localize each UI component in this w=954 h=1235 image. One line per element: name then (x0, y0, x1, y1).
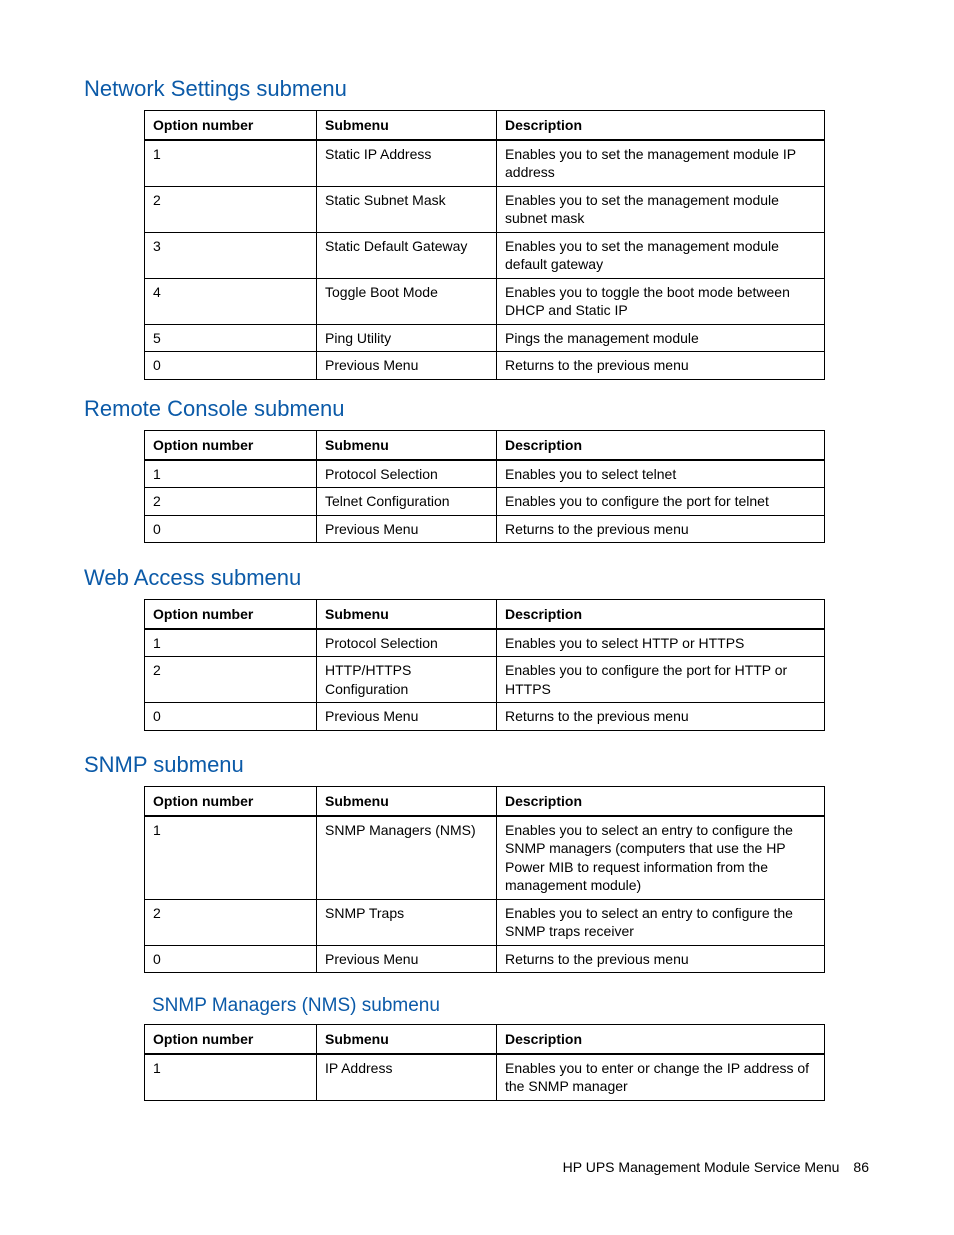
table-row (145, 899, 825, 945)
column-header-submenu: Submenu (317, 600, 497, 629)
option-number: 0 (145, 352, 317, 380)
table-row (145, 140, 825, 187)
description: Enables you to configure the port for HTTP or HTTPS (497, 657, 825, 703)
column-header-submenu: Submenu (317, 431, 497, 460)
option-number: 2 (145, 488, 317, 516)
option-number: 2 (145, 899, 317, 945)
section-title: Remote Console submenu (84, 396, 345, 421)
table-row (145, 657, 825, 703)
description: Returns to the previous menu (497, 703, 825, 731)
submenu-name: Static IP Address (317, 140, 497, 187)
table-row (145, 232, 825, 278)
description: Enables you to select HTTP or HTTPS (497, 629, 825, 657)
submenu-name: HTTP/HTTPS Configuration (317, 657, 497, 703)
submenu-name: Static Default Gateway (317, 232, 497, 278)
column-header-description: Description (497, 600, 825, 629)
description: Enables you to configure the port for telnet (497, 488, 825, 516)
footer-doc-title: HP UPS Management Module Service Menu (562, 1159, 840, 1175)
option-number: 0 (145, 703, 317, 731)
option-number: 0 (145, 945, 317, 973)
page-footer (563, 1159, 869, 1175)
web-access-table (144, 599, 825, 731)
table-header-row (145, 111, 825, 140)
submenu-name: Protocol Selection (317, 460, 497, 488)
table-row (145, 352, 825, 380)
description: Enables you to set the management module subnet mask (497, 186, 825, 232)
table-row (145, 816, 825, 900)
table-header-row (145, 787, 825, 816)
description: Enables you to enter or change the IP address of the SNMP manager (497, 1054, 825, 1101)
submenu-name: Toggle Boot Mode (317, 278, 497, 324)
column-header-option: Option number (145, 111, 317, 140)
snmp-table (144, 786, 825, 973)
section-title: SNMP submenu (84, 752, 244, 777)
column-header-description: Description (497, 1025, 825, 1054)
option-number: 3 (145, 232, 317, 278)
submenu-name: Previous Menu (317, 515, 497, 543)
submenu-name: Telnet Configuration (317, 488, 497, 516)
column-header-option: Option number (145, 600, 317, 629)
table-header-row (145, 1025, 825, 1054)
table-row (145, 488, 825, 516)
table-row (145, 1054, 825, 1101)
option-number: 1 (145, 629, 317, 657)
submenu-name: Static Subnet Mask (317, 186, 497, 232)
option-number: 5 (145, 324, 317, 352)
table-header-row (145, 600, 825, 629)
table-row (145, 460, 825, 488)
table-row (145, 515, 825, 543)
submenu-name: Ping Utility (317, 324, 497, 352)
submenu-name: Protocol Selection (317, 629, 497, 657)
option-number: 1 (145, 140, 317, 187)
description: Returns to the previous menu (497, 515, 825, 543)
description: Enables you to select telnet (497, 460, 825, 488)
description: Returns to the previous menu (497, 945, 825, 973)
description: Pings the management module (497, 324, 825, 352)
description: Enables you to toggle the boot mode between DHCP and Static IP (497, 278, 825, 324)
table-header-row (145, 431, 825, 460)
submenu-name: Previous Menu (317, 703, 497, 731)
snmp-managers-table (144, 1024, 825, 1101)
description: Enables you to set the management module IP address (497, 140, 825, 187)
column-header-description: Description (497, 111, 825, 140)
option-number: 1 (145, 816, 317, 900)
submenu-name: Previous Menu (317, 352, 497, 380)
submenu-name: SNMP Traps (317, 899, 497, 945)
column-header-submenu: Submenu (317, 787, 497, 816)
description: Enables you to set the management module default gateway (497, 232, 825, 278)
submenu-name: IP Address (317, 1054, 497, 1101)
submenu-name: SNMP Managers (NMS) (317, 816, 497, 900)
description: Enables you to select an entry to configure the SNMP traps receiver (497, 899, 825, 945)
column-header-option: Option number (145, 431, 317, 460)
column-header-description: Description (497, 787, 825, 816)
table-row (145, 324, 825, 352)
description: Enables you to select an entry to configure the SNMP managers (computers that use the HP Power MIB to request information from the management module) (497, 816, 825, 900)
option-number: 2 (145, 657, 317, 703)
column-header-submenu: Submenu (317, 111, 497, 140)
column-header-option: Option number (145, 787, 317, 816)
column-header-submenu: Submenu (317, 1025, 497, 1054)
option-number: 1 (145, 460, 317, 488)
option-number: 4 (145, 278, 317, 324)
page-number: 86 (853, 1159, 869, 1175)
remote-console-table (144, 430, 825, 543)
section-title: Network Settings submenu (84, 76, 347, 101)
section-title: Web Access submenu (84, 565, 302, 590)
column-header-option: Option number (145, 1025, 317, 1054)
option-number: 1 (145, 1054, 317, 1101)
table-row (145, 629, 825, 657)
option-number: 2 (145, 186, 317, 232)
subsection-title: SNMP Managers (NMS) submenu (152, 995, 440, 1016)
option-number: 0 (145, 515, 317, 543)
submenu-name: Previous Menu (317, 945, 497, 973)
table-row (145, 186, 825, 232)
table-row (145, 703, 825, 731)
table-row (145, 945, 825, 973)
description: Returns to the previous menu (497, 352, 825, 380)
network-settings-table (144, 110, 825, 380)
column-header-description: Description (497, 431, 825, 460)
table-row (145, 278, 825, 324)
